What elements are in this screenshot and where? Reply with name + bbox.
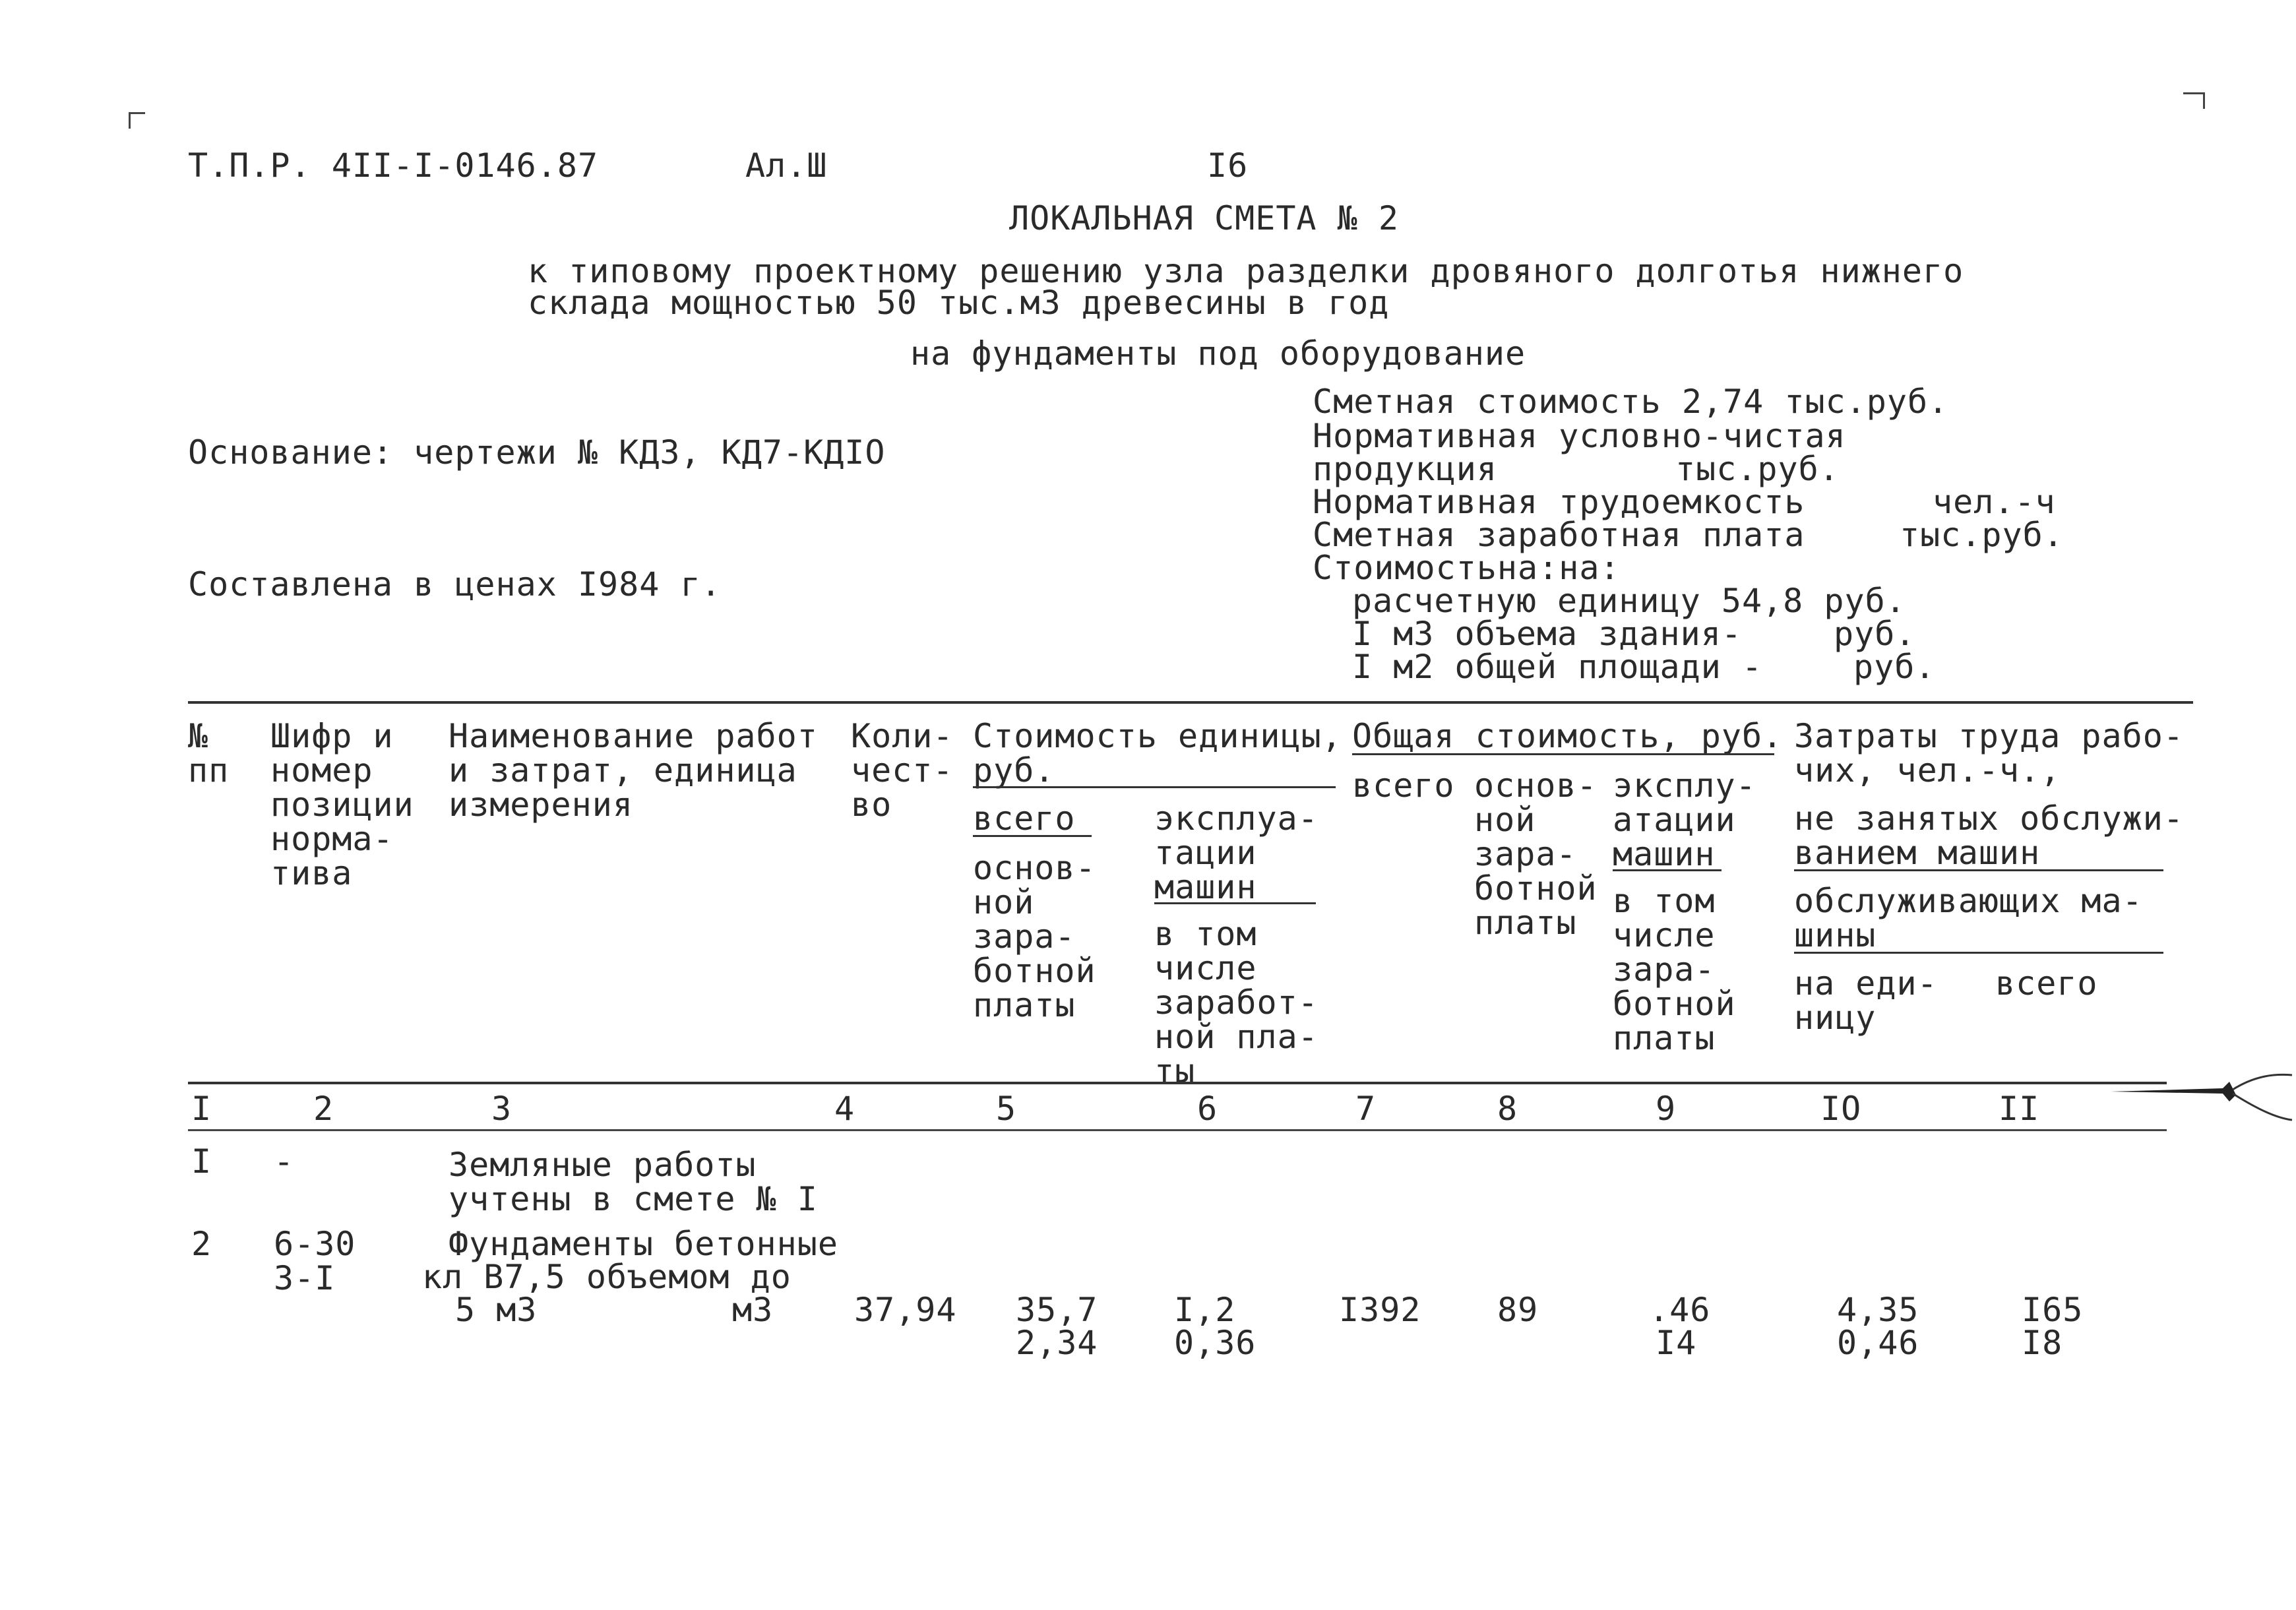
header-labor-not-machines: не занятых обслужи- ванием машин [1794, 799, 2184, 872]
summary-cost-per: Стоимостьна:на: [1313, 549, 1621, 587]
header-col9-machines: эксплу- атации машин [1613, 766, 1756, 873]
header-col8-wage: основ- ной зара- ботной платы [1474, 766, 1598, 942]
header-col6-underline [1154, 902, 1316, 904]
summary-cost: Сметная стоимость 2,74 тыс.руб. [1313, 383, 1949, 421]
row1-num: I [191, 1142, 212, 1181]
colnum-9: 9 [1656, 1090, 1677, 1128]
row2-total-machines: .46 [1649, 1291, 1711, 1329]
header-labor-machines: обслуживающих ма- шины [1794, 882, 2143, 954]
row2-total-machines-wage: I4 [1656, 1324, 1697, 1362]
basis-text: Основание: чертежи № КДЗ, КД7-КДIО [188, 433, 886, 472]
colnum-10: IO [1820, 1090, 1862, 1128]
header-col6-wage: в том числе заработ- ной пла- ты [1154, 915, 1319, 1090]
header-col5-total: всего [973, 799, 1076, 838]
row2-qty: 37,94 [854, 1291, 957, 1329]
colnum-1: I [191, 1090, 212, 1128]
header-labor-underline-1 [1794, 869, 2163, 871]
header-col-num: № пп [188, 717, 230, 790]
colnum-7: 7 [1355, 1090, 1377, 1128]
subtitle-line-2: склада мощностью 50 тыс.м3 древесины в год [528, 284, 1390, 322]
corner-mark-right [2183, 92, 2205, 109]
row1-code: - [274, 1142, 295, 1181]
row2-unit: м3 [732, 1291, 774, 1329]
row2-unit-machines-wage: 0,36 [1174, 1324, 1257, 1362]
summary-labor-label: Нормативная трудоемкость [1313, 483, 1805, 521]
colnum-5: 5 [996, 1090, 1017, 1128]
summary-area-label: I м2 общей площади - [1352, 648, 1763, 686]
row2-name-line2: кл В7,5 объемом до [422, 1258, 791, 1296]
subtitle-line-3: на фундаменты под оборудование [910, 334, 1526, 373]
table-top-rule [188, 701, 2193, 704]
row2-unit-machines: I,2 [1174, 1291, 1236, 1329]
album-label: Ал.Ш [745, 146, 828, 185]
colnum-4: 4 [834, 1090, 855, 1128]
summary-labor-unit: чел.-ч [1933, 483, 2056, 521]
summary-wage-label: Сметная заработная плата [1313, 516, 1805, 554]
header-col6-machines: эксплуа- тации машин [1154, 799, 1319, 906]
colnum-2: 2 [313, 1090, 334, 1128]
doc-code: Т.П.Р. 4II-I-0146.87 [188, 146, 599, 185]
header-unit-cost: Стоимость единицы, [973, 717, 1342, 755]
prices-text: Составлена в ценах I984 г. [188, 565, 722, 604]
row2-name-line3: 5 м3 [455, 1291, 538, 1329]
header-rub-underline [973, 786, 1336, 788]
row1-name: Земляные работы учтены в смете № I [449, 1146, 818, 1218]
doc-title: ЛОКАЛЬНАЯ СМЕТА № 2 [1009, 199, 1399, 237]
subtitle-line-1: к типовому проектному решению узла разделки дровяного долготья нижнего [528, 252, 1964, 290]
header-col7-total: всего [1352, 766, 1455, 805]
header-unit-cost-rub: руб. [973, 751, 1055, 790]
row2-total-wage: 89 [1497, 1291, 1539, 1329]
colnum-3: 3 [491, 1090, 512, 1128]
row2-total: I392 [1339, 1291, 1421, 1329]
row2-labor-unit-a: 4,35 [1837, 1291, 1919, 1329]
row2-name-line1: Фундаменты бетонные [449, 1225, 838, 1263]
row2-labor-unit-b: 0,46 [1837, 1324, 1919, 1362]
arrow-mark [2097, 1055, 2295, 1128]
header-col-name: Наименование работ и затрат, единица измерения [449, 717, 818, 824]
summary-net-product: Нормативная условно-чистая [1313, 417, 1846, 455]
row2-num: 2 [191, 1225, 212, 1263]
header-bottom-rule [188, 1082, 2167, 1084]
row2-code: 6-30 3-I [274, 1225, 356, 1297]
colnum-6: 6 [1197, 1090, 1218, 1128]
column-numbers-rule [188, 1129, 2167, 1131]
summary-wage-unit: тыс.руб. [1900, 516, 2064, 554]
header-col9-wage: в том числе зара- ботной платы [1613, 882, 1736, 1057]
summary-volume-unit: руб. [1834, 615, 1916, 653]
header-col10-per-unit: на еди- ницу [1794, 964, 1938, 1037]
summary-calc-unit: расчетную единицу 54,8 руб. [1352, 582, 1906, 620]
row2-unit-total: 35,7 [1016, 1291, 1098, 1329]
corner-mark-left [129, 112, 145, 129]
header-col9-underline [1613, 869, 1722, 871]
header-col5-wage: основ- ной зара- ботной платы [973, 849, 1096, 1024]
row2-unit-wage: 2,34 [1016, 1324, 1098, 1362]
header-total-cost: Общая стоимость, руб. [1352, 717, 1784, 755]
header-col-qty: Коли- чест- во [851, 717, 954, 824]
header-col-code: Шифр и номер позиции норма- тива [270, 717, 414, 892]
header-total-cost-underline [1352, 753, 1774, 755]
colnum-11: II [1999, 1090, 2040, 1128]
summary-volume-label: I м3 объема здания- [1352, 615, 1742, 653]
header-labor-underline-2 [1794, 952, 2163, 954]
row2-labor-total-b: I8 [2022, 1324, 2063, 1362]
row2-labor-total-a: I65 [2022, 1291, 2084, 1329]
summary-area-unit: руб. [1853, 648, 1936, 686]
page-number: I6 [1207, 146, 1249, 185]
header-labor: Затраты труда рабо- чих, чел.-ч., [1794, 717, 2184, 790]
colnum-8: 8 [1497, 1090, 1518, 1128]
header-col5-underline [973, 835, 1092, 837]
summary-product-unit: тыс.руб. [1675, 450, 1840, 488]
summary-product-label: продукция [1313, 450, 1497, 488]
header-col11-total: всего [1995, 964, 2098, 1003]
